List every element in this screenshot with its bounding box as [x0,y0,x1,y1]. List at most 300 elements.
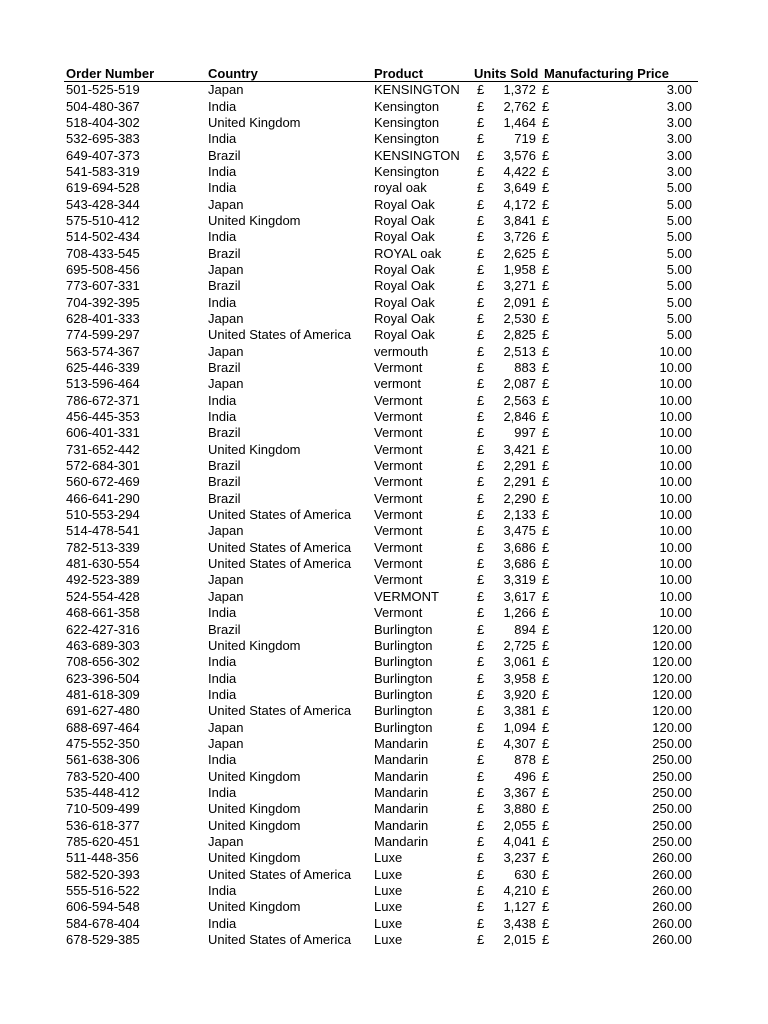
table-row [64,867,698,883]
order-number-cell: 710-509-499 [66,801,140,817]
country-cell: United Kingdom [208,441,301,457]
units-sold-cell: 883 [514,360,536,376]
order-number-cell: 536-618-377 [66,817,140,833]
price-currency-symbol: £ [542,915,550,931]
order-number-cell: 708-656-302 [66,654,140,670]
product-cell: Vermont [374,556,423,572]
country-cell: India [208,784,237,800]
manufacturing-price-cell: 260.00 [652,915,692,931]
price-currency-symbol: £ [542,82,550,98]
order-number-cell: 606-401-331 [66,425,140,441]
order-number-cell: 468-661-358 [66,605,140,621]
units-currency-symbol: £ [477,360,485,376]
table-row [64,294,698,310]
order-number-cell: 504-480-367 [66,98,140,114]
price-currency-symbol: £ [542,212,550,228]
product-cell: Mandarin [374,801,429,817]
units-currency-symbol: £ [477,147,485,163]
order-number-cell: 541-583-319 [66,163,140,179]
table-row [64,572,698,588]
product-cell: Burlington [374,637,433,653]
table-row [64,605,698,621]
price-currency-symbol: £ [542,866,550,882]
product-cell: Vermont [374,490,423,506]
manufacturing-price-cell: 3.00 [666,147,692,163]
units-currency-symbol: £ [477,490,485,506]
product-cell: vermont [374,376,421,392]
country-cell: United States of America [208,703,352,719]
country-cell: India [208,392,237,408]
order-number-cell: 786-672-371 [66,392,140,408]
units-currency-symbol: £ [477,261,485,277]
order-number-cell: 619-694-528 [66,180,140,196]
product-cell: Vermont [374,441,423,457]
country-cell: India [208,915,237,931]
manufacturing-price-cell: 10.00 [659,572,692,588]
manufacturing-price-cell: 120.00 [652,703,692,719]
units-sold-cell: 4,422 [503,163,536,179]
units-currency-symbol: £ [477,686,485,702]
product-cell: Royal Oak [374,229,435,245]
units-sold-cell: 1,464 [503,114,536,130]
units-currency-symbol: £ [477,196,485,212]
manufacturing-price-cell: 5.00 [666,196,692,212]
units-currency-symbol: £ [477,245,485,261]
country-cell: Japan [208,719,244,735]
product-cell: Vermont [374,507,423,523]
table-row [64,393,698,409]
header-units-sold: Units Sold [474,65,539,81]
units-sold-cell: 2,091 [503,294,536,310]
units-currency-symbol: £ [477,294,485,310]
manufacturing-price-cell: 250.00 [652,817,692,833]
manufacturing-price-cell: 10.00 [659,409,692,425]
order-number-cell: 481-618-309 [66,686,140,702]
units-sold-cell: 3,061 [503,654,536,670]
product-cell: Vermont [374,523,423,539]
table-row [64,409,698,425]
header-product: Product [374,65,424,81]
order-number-cell: 561-638-306 [66,752,140,768]
manufacturing-price-cell: 5.00 [666,310,692,326]
header-country: Country [208,65,258,81]
units-sold-cell: 3,649 [503,180,536,196]
table-row [64,474,698,490]
manufacturing-price-cell: 3.00 [666,98,692,114]
units-currency-symbol: £ [477,82,485,98]
table-row [64,376,698,392]
manufacturing-price-cell: 10.00 [659,588,692,604]
units-currency-symbol: £ [477,915,485,931]
table-row [64,344,698,360]
units-sold-cell: 878 [514,752,536,768]
product-cell: Kensington [374,114,440,130]
price-currency-symbol: £ [542,686,550,702]
table-header-row [64,65,698,82]
units-sold-cell: 1,094 [503,719,536,735]
table-row [64,458,698,474]
units-sold-cell: 3,381 [503,703,536,719]
units-currency-symbol: £ [477,474,485,490]
country-cell: Brazil [208,147,241,163]
country-cell: India [208,654,237,670]
table-row [64,196,698,212]
price-currency-symbol: £ [542,556,550,572]
price-currency-symbol: £ [542,719,550,735]
units-sold-cell: 2,625 [503,245,536,261]
units-sold-cell: 3,617 [503,588,536,604]
price-currency-symbol: £ [542,507,550,523]
country-cell: Brazil [208,245,241,261]
product-cell: Luxe [374,866,403,882]
manufacturing-price-cell: 250.00 [652,833,692,849]
country-cell: Brazil [208,278,241,294]
country-cell: India [208,883,237,899]
units-sold-cell: 997 [514,425,536,441]
product-cell: Burlington [374,686,433,702]
country-cell: India [208,180,237,196]
units-sold-cell: 3,920 [503,686,536,702]
country-cell: Japan [208,588,244,604]
country-cell: Japan [208,343,244,359]
units-sold-cell: 2,291 [503,458,536,474]
price-currency-symbol: £ [542,474,550,490]
price-currency-symbol: £ [542,196,550,212]
price-currency-symbol: £ [542,409,550,425]
units-currency-symbol: £ [477,752,485,768]
table-row [64,703,698,719]
manufacturing-price-cell: 5.00 [666,327,692,343]
order-number-cell: 678-529-385 [66,932,140,948]
product-cell: VERMONT [374,588,439,604]
product-cell: Luxe [374,899,403,915]
country-cell: Japan [208,196,244,212]
country-cell: Brazil [208,621,241,637]
units-currency-symbol: £ [477,719,485,735]
price-currency-symbol: £ [542,114,550,130]
country-cell: United Kingdom [208,114,301,130]
units-sold-cell: 2,291 [503,474,536,490]
order-number-cell: 513-596-464 [66,376,140,392]
product-cell: Mandarin [374,817,429,833]
order-number-cell: 563-574-367 [66,343,140,359]
price-currency-symbol: £ [542,703,550,719]
order-number-cell: 572-684-301 [66,458,140,474]
product-cell: Kensington [374,163,440,179]
units-currency-symbol: £ [477,703,485,719]
manufacturing-price-cell: 120.00 [652,670,692,686]
product-cell: Burlington [374,703,433,719]
price-currency-symbol: £ [542,278,550,294]
units-sold-cell: 3,686 [503,556,536,572]
table-row [64,425,698,441]
manufacturing-price-cell: 5.00 [666,229,692,245]
price-currency-symbol: £ [542,784,550,800]
units-sold-cell: 894 [514,621,536,637]
units-sold-cell: 4,041 [503,833,536,849]
country-cell: United States of America [208,327,352,343]
country-cell: India [208,409,237,425]
units-sold-cell: 4,307 [503,735,536,751]
manufacturing-price-cell: 260.00 [652,899,692,915]
price-currency-symbol: £ [542,180,550,196]
units-currency-symbol: £ [477,409,485,425]
units-sold-cell: 2,725 [503,637,536,653]
table-row [64,556,698,572]
units-currency-symbol: £ [477,376,485,392]
price-currency-symbol: £ [542,899,550,915]
units-currency-symbol: £ [477,180,485,196]
manufacturing-price-cell: 120.00 [652,637,692,653]
table-row [64,180,698,196]
price-currency-symbol: £ [542,654,550,670]
product-cell: Mandarin [374,784,429,800]
order-number-cell: 622-427-316 [66,621,140,637]
product-cell: Vermont [374,392,423,408]
price-currency-symbol: £ [542,588,550,604]
price-currency-symbol: £ [542,343,550,359]
order-number-cell: 501-525-519 [66,82,140,98]
manufacturing-price-cell: 250.00 [652,784,692,800]
country-cell: United States of America [208,539,352,555]
units-currency-symbol: £ [477,556,485,572]
table-row [64,834,698,850]
units-currency-symbol: £ [477,899,485,915]
table-row [64,687,698,703]
table-row [64,638,698,654]
product-cell: Burlington [374,621,433,637]
country-cell: India [208,131,237,147]
order-number-cell: 481-630-554 [66,556,140,572]
units-currency-symbol: £ [477,507,485,523]
order-number-cell: 584-678-404 [66,915,140,931]
units-currency-symbol: £ [477,392,485,408]
units-currency-symbol: £ [477,784,485,800]
order-number-cell: 785-620-451 [66,833,140,849]
table-row [64,523,698,539]
units-currency-symbol: £ [477,817,485,833]
manufacturing-price-cell: 5.00 [666,294,692,310]
order-number-cell: 688-697-464 [66,719,140,735]
country-cell: United States of America [208,507,352,523]
units-currency-symbol: £ [477,850,485,866]
manufacturing-price-cell: 10.00 [659,474,692,490]
manufacturing-price-cell: 120.00 [652,686,692,702]
units-currency-symbol: £ [477,883,485,899]
table-row [64,278,698,294]
price-currency-symbol: £ [542,833,550,849]
header-manufacturing-price: Manufacturing Price [544,65,669,81]
product-cell: Vermont [374,409,423,425]
product-cell: Royal Oak [374,212,435,228]
product-cell: Mandarin [374,768,429,784]
table-row [64,213,698,229]
country-cell: United Kingdom [208,768,301,784]
order-number-cell: 560-672-469 [66,474,140,490]
price-currency-symbol: £ [542,360,550,376]
product-cell: Burlington [374,654,433,670]
table-row [64,621,698,637]
product-cell: Vermont [374,539,423,555]
order-number-cell: 543-428-344 [66,196,140,212]
units-sold-cell: 1,372 [503,82,536,98]
table-row [64,164,698,180]
units-sold-cell: 4,210 [503,883,536,899]
price-currency-symbol: £ [542,163,550,179]
product-cell: Kensington [374,131,440,147]
units-currency-symbol: £ [477,932,485,948]
price-currency-symbol: £ [542,229,550,245]
order-number-cell: 463-689-303 [66,637,140,653]
price-currency-symbol: £ [542,392,550,408]
units-currency-symbol: £ [477,735,485,751]
manufacturing-price-cell: 10.00 [659,605,692,621]
order-number-cell: 774-599-297 [66,327,140,343]
units-currency-symbol: £ [477,833,485,849]
price-currency-symbol: £ [542,98,550,114]
manufacturing-price-cell: 260.00 [652,850,692,866]
units-sold-cell: 3,438 [503,915,536,931]
manufacturing-price-cell: 5.00 [666,212,692,228]
country-cell: Brazil [208,474,241,490]
units-currency-symbol: £ [477,670,485,686]
product-cell: Royal Oak [374,294,435,310]
table-row [64,540,698,556]
order-number-cell: 456-445-353 [66,409,140,425]
order-number-cell: 708-433-545 [66,245,140,261]
units-sold-cell: 3,880 [503,801,536,817]
units-currency-symbol: £ [477,621,485,637]
units-sold-cell: 2,290 [503,490,536,506]
manufacturing-price-cell: 250.00 [652,735,692,751]
units-currency-symbol: £ [477,801,485,817]
manufacturing-price-cell: 5.00 [666,278,692,294]
order-number-cell: 575-510-412 [66,212,140,228]
product-cell: Vermont [374,572,423,588]
units-sold-cell: 2,530 [503,310,536,326]
price-currency-symbol: £ [542,735,550,751]
manufacturing-price-cell: 120.00 [652,719,692,735]
table-row [64,98,698,114]
units-sold-cell: 2,563 [503,392,536,408]
price-currency-symbol: £ [542,458,550,474]
table-row [64,131,698,147]
product-cell: Royal Oak [374,327,435,343]
table-body [64,82,698,948]
manufacturing-price-cell: 10.00 [659,441,692,457]
manufacturing-price-cell: 3.00 [666,163,692,179]
country-cell: Japan [208,735,244,751]
units-sold-cell: 496 [514,768,536,784]
order-number-cell: 773-607-331 [66,278,140,294]
country-cell: India [208,294,237,310]
order-number-cell: 731-652-442 [66,441,140,457]
table-row [64,801,698,817]
order-number-cell: 535-448-412 [66,784,140,800]
price-currency-symbol: £ [542,490,550,506]
manufacturing-price-cell: 10.00 [659,360,692,376]
units-currency-symbol: £ [477,605,485,621]
product-cell: Royal Oak [374,261,435,277]
order-number-cell: 582-520-393 [66,866,140,882]
units-sold-cell: 3,319 [503,572,536,588]
manufacturing-price-cell: 10.00 [659,392,692,408]
units-sold-cell: 719 [514,131,536,147]
units-currency-symbol: £ [477,637,485,653]
manufacturing-price-cell: 10.00 [659,343,692,359]
manufacturing-price-cell: 250.00 [652,752,692,768]
manufacturing-price-cell: 250.00 [652,768,692,784]
table-row [64,147,698,163]
country-cell: United States of America [208,932,352,948]
units-sold-cell: 2,133 [503,507,536,523]
product-cell: Luxe [374,850,403,866]
manufacturing-price-cell: 260.00 [652,883,692,899]
order-number-cell: 704-392-395 [66,294,140,310]
units-sold-cell: 3,726 [503,229,536,245]
manufacturing-price-cell: 5.00 [666,245,692,261]
country-cell: United Kingdom [208,817,301,833]
order-number-cell: 532-695-383 [66,131,140,147]
units-currency-symbol: £ [477,343,485,359]
units-currency-symbol: £ [477,866,485,882]
price-currency-symbol: £ [542,752,550,768]
product-cell: Burlington [374,670,433,686]
units-currency-symbol: £ [477,588,485,604]
table-row [64,262,698,278]
price-currency-symbol: £ [542,523,550,539]
price-currency-symbol: £ [542,621,550,637]
units-currency-symbol: £ [477,539,485,555]
table-row [64,229,698,245]
product-cell: Vermont [374,458,423,474]
units-sold-cell: 2,087 [503,376,536,392]
country-cell: Japan [208,833,244,849]
units-currency-symbol: £ [477,458,485,474]
units-currency-symbol: £ [477,327,485,343]
manufacturing-price-cell: 10.00 [659,539,692,555]
product-cell: Luxe [374,883,403,899]
table-row [64,932,698,948]
units-currency-symbol: £ [477,212,485,228]
order-number-cell: 518-404-302 [66,114,140,130]
country-cell: India [208,229,237,245]
table-row [64,785,698,801]
units-currency-symbol: £ [477,310,485,326]
order-number-cell: 514-502-434 [66,229,140,245]
order-number-cell: 695-508-456 [66,261,140,277]
table-row [64,670,698,686]
product-cell: Vermont [374,360,423,376]
manufacturing-price-cell: 3.00 [666,82,692,98]
units-sold-cell: 1,127 [503,899,536,915]
order-number-cell: 555-516-522 [66,883,140,899]
table-row [64,817,698,833]
product-cell: Vermont [374,474,423,490]
manufacturing-price-cell: 10.00 [659,507,692,523]
country-cell: India [208,752,237,768]
country-cell: Brazil [208,425,241,441]
units-currency-symbol: £ [477,131,485,147]
table-row [64,850,698,866]
price-currency-symbol: £ [542,572,550,588]
country-cell: India [208,686,237,702]
product-cell: Luxe [374,932,403,948]
table-row [64,589,698,605]
units-sold-cell: 2,846 [503,409,536,425]
country-cell: Japan [208,376,244,392]
order-number-cell: 492-523-389 [66,572,140,588]
